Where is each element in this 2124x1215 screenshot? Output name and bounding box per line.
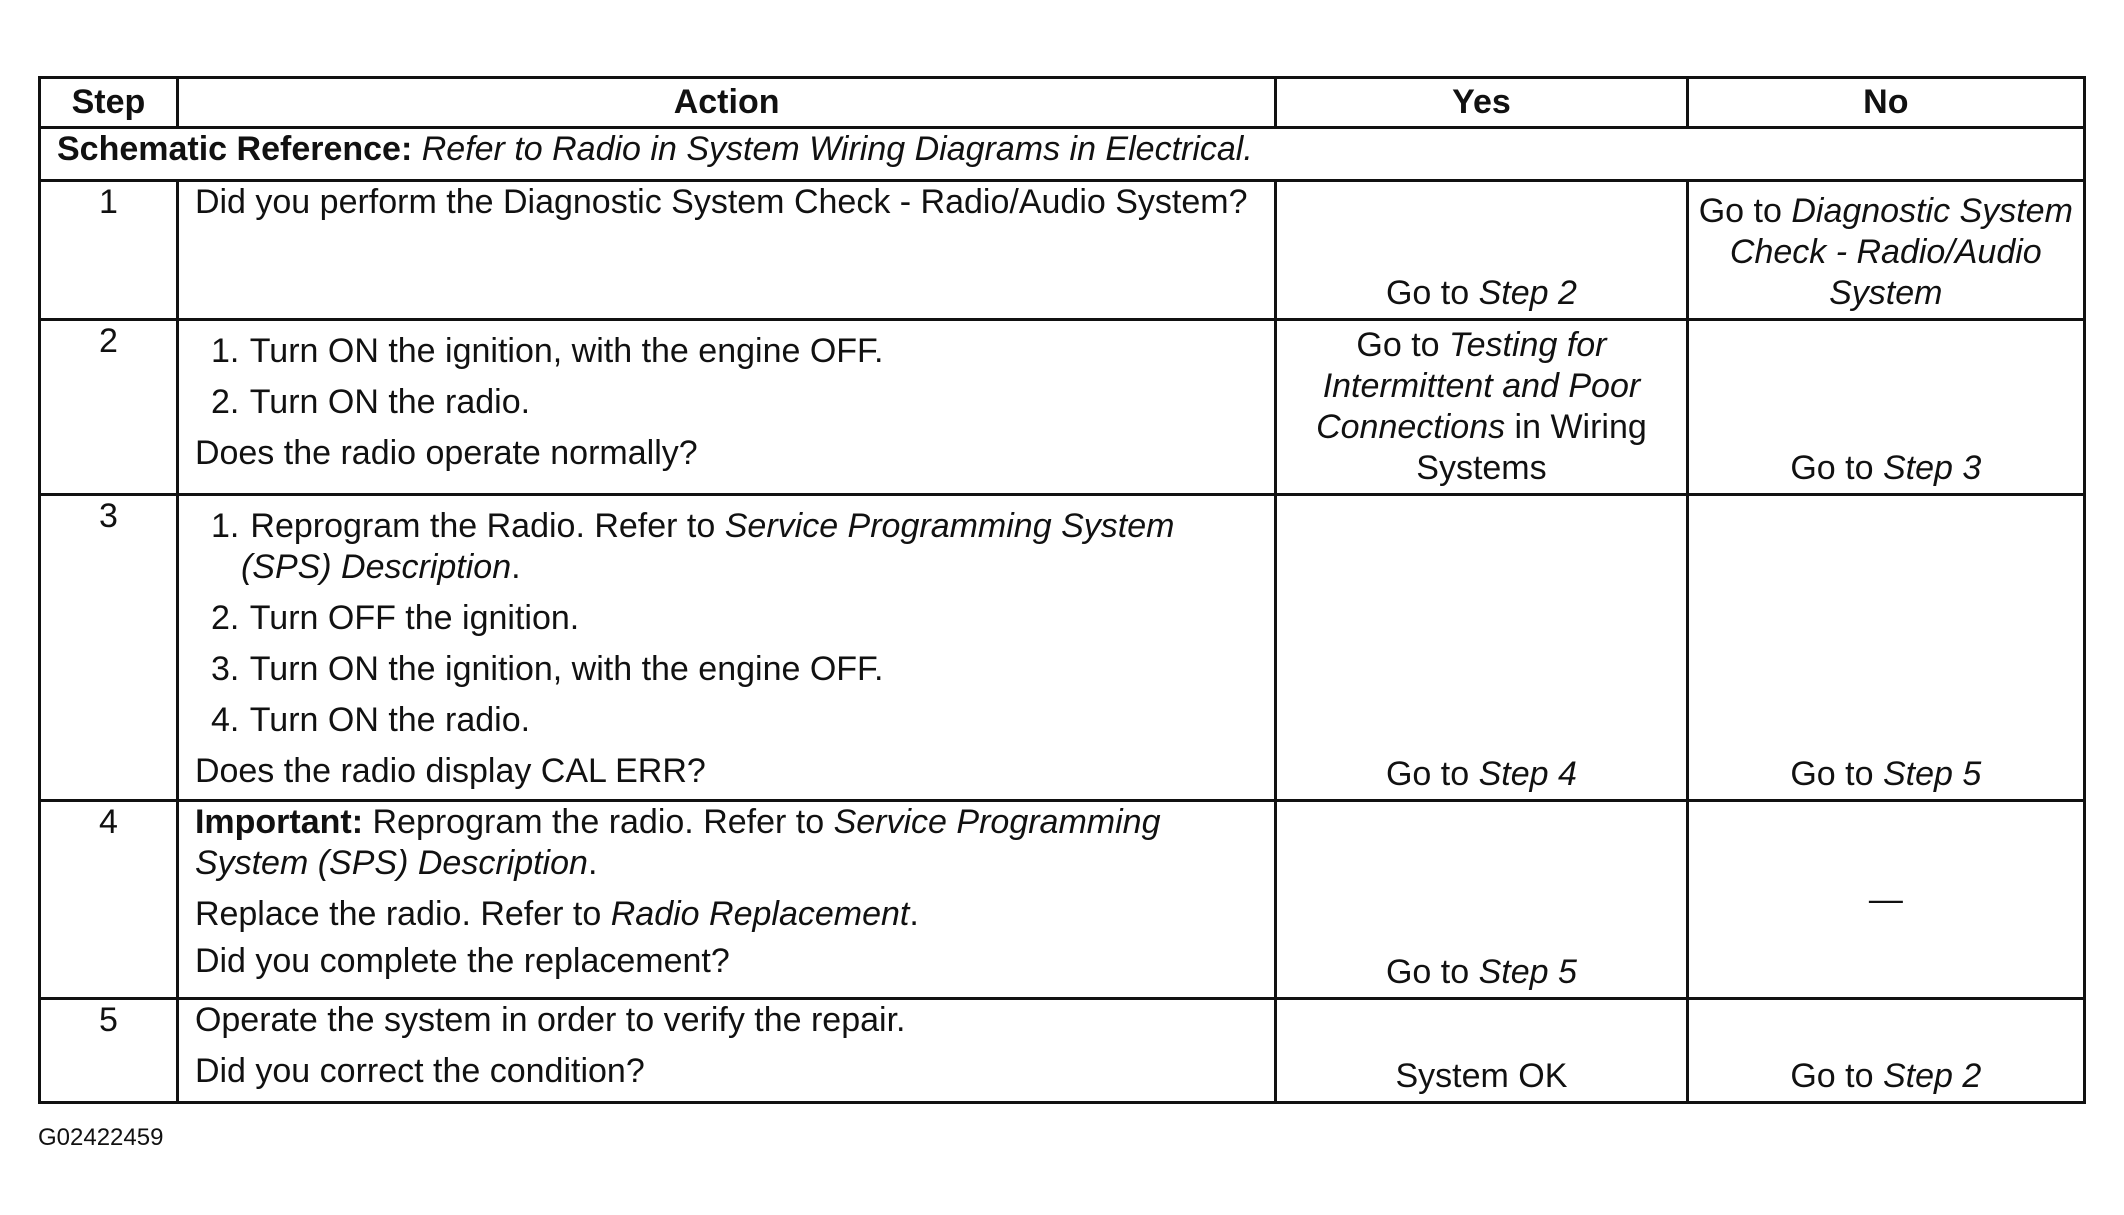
- figure-id: G02422459: [38, 1124, 164, 1151]
- action-item: 1. Reprogram the Radio. Refer to Service Programming System (SPS) Description.: [210, 507, 1175, 586]
- important-label: Important:: [194, 803, 364, 841]
- header-row: [40, 78, 2085, 128]
- yes-prefix: Go to: [1385, 274, 1479, 312]
- step-number: 4: [40, 801, 178, 999]
- action-item: 4. Turn ON the radio.: [210, 701, 531, 739]
- no-link[interactable]: Step 5: [1882, 755, 1982, 793]
- no-cell: [1687, 495, 2084, 801]
- action-cell: [177, 801, 1275, 999]
- action-cell: [177, 999, 1275, 1103]
- yes-suffix: in Wiring Systems: [1416, 408, 1647, 487]
- yes-prefix: Go to: [1356, 326, 1449, 364]
- yes-cell: [1276, 999, 1687, 1103]
- action-cell: [177, 495, 1275, 801]
- header-no: No: [1687, 78, 2084, 128]
- action-item: 1. Turn ON the ignition, with the engine OFF.: [210, 332, 884, 370]
- step-number: 5: [40, 999, 178, 1103]
- header-step: Step: [40, 78, 178, 128]
- yes-text: System OK: [1395, 1057, 1568, 1095]
- action-item: 2. Turn OFF the ignition.: [210, 599, 580, 637]
- action-item: 3. Turn ON the ignition, with the engine OFF.: [210, 650, 884, 688]
- header-yes: Yes: [1276, 78, 1687, 128]
- yes-link[interactable]: Step 5: [1478, 953, 1577, 991]
- action-question: Does the radio display CAL ERR?: [194, 752, 706, 790]
- no-link[interactable]: Step 3: [1882, 449, 1982, 487]
- yes-prefix: Go to: [1385, 953, 1479, 991]
- action-link[interactable]: Radio Replacement: [610, 895, 910, 933]
- table-row: [40, 999, 2085, 1103]
- action-link[interactable]: Service Programming System (SPS) Description: [240, 507, 1175, 586]
- no-prefix: Go to: [1790, 755, 1883, 793]
- action-line: Operate the system in order to verify the repair.: [194, 1001, 906, 1039]
- no-link[interactable]: Step 2: [1882, 1057, 1982, 1095]
- no-prefix: Go to: [1790, 1057, 1883, 1095]
- action-cell: [177, 320, 1275, 495]
- no-cell: [1687, 181, 2084, 320]
- table-row: [40, 495, 2085, 801]
- yes-cell: [1276, 495, 1687, 801]
- step-number: 3: [40, 495, 178, 801]
- action-question: Did you correct the condition?: [194, 1052, 645, 1090]
- yes-cell: [1276, 801, 1687, 999]
- no-cell: [1687, 999, 2084, 1103]
- table-row: [40, 801, 2085, 999]
- action-link[interactable]: Service Programming System (SPS) Description: [194, 803, 1161, 882]
- yes-prefix: Go to: [1385, 755, 1479, 793]
- schematic-reference: [40, 128, 2085, 181]
- diagnostic-table: [38, 76, 2086, 1104]
- action-question: Did you perform the Diagnostic System Check - Radio/Audio System?: [194, 183, 1248, 221]
- no-cell: [1687, 320, 2084, 495]
- header-action: Action: [177, 78, 1275, 128]
- action-question: Does the radio operate normally?: [194, 434, 698, 472]
- yes-link[interactable]: Step 4: [1478, 755, 1577, 793]
- no-prefix: Go to: [1790, 449, 1883, 487]
- action-cell: [177, 181, 1275, 320]
- step-number: 1: [40, 181, 178, 320]
- yes-link[interactable]: Testing for Intermittent and Poor Connections: [1316, 326, 1641, 446]
- yes-link[interactable]: Step 2: [1478, 274, 1577, 312]
- replace-instruction: Replace the radio. Refer to Radio Replacement.: [194, 895, 919, 933]
- schematic-reference-row: [40, 128, 2085, 181]
- table-row: [40, 320, 2085, 495]
- no-cell: [1687, 801, 2084, 999]
- yes-cell: [1276, 320, 1687, 495]
- schematic-reference-text: Refer to Radio in System Wiring Diagrams in Electrical.: [421, 130, 1253, 168]
- step-number: 2: [40, 320, 178, 495]
- action-question: Did you complete the replacement?: [194, 942, 730, 980]
- no-link[interactable]: Diagnostic System Check - Radio/Audio System: [1729, 192, 2073, 312]
- schematic-reference-label: Schematic Reference:: [57, 130, 413, 168]
- no-prefix: Go to: [1698, 192, 1792, 230]
- yes-cell: [1276, 181, 1687, 320]
- no-dash: —: [1868, 880, 1903, 918]
- action-item: 2. Turn ON the radio.: [210, 383, 531, 421]
- important-note: Important: Reprogram the radio. Refer to Service Programming System (SPS) Description.: [194, 803, 1161, 882]
- table-row: [40, 181, 2085, 320]
